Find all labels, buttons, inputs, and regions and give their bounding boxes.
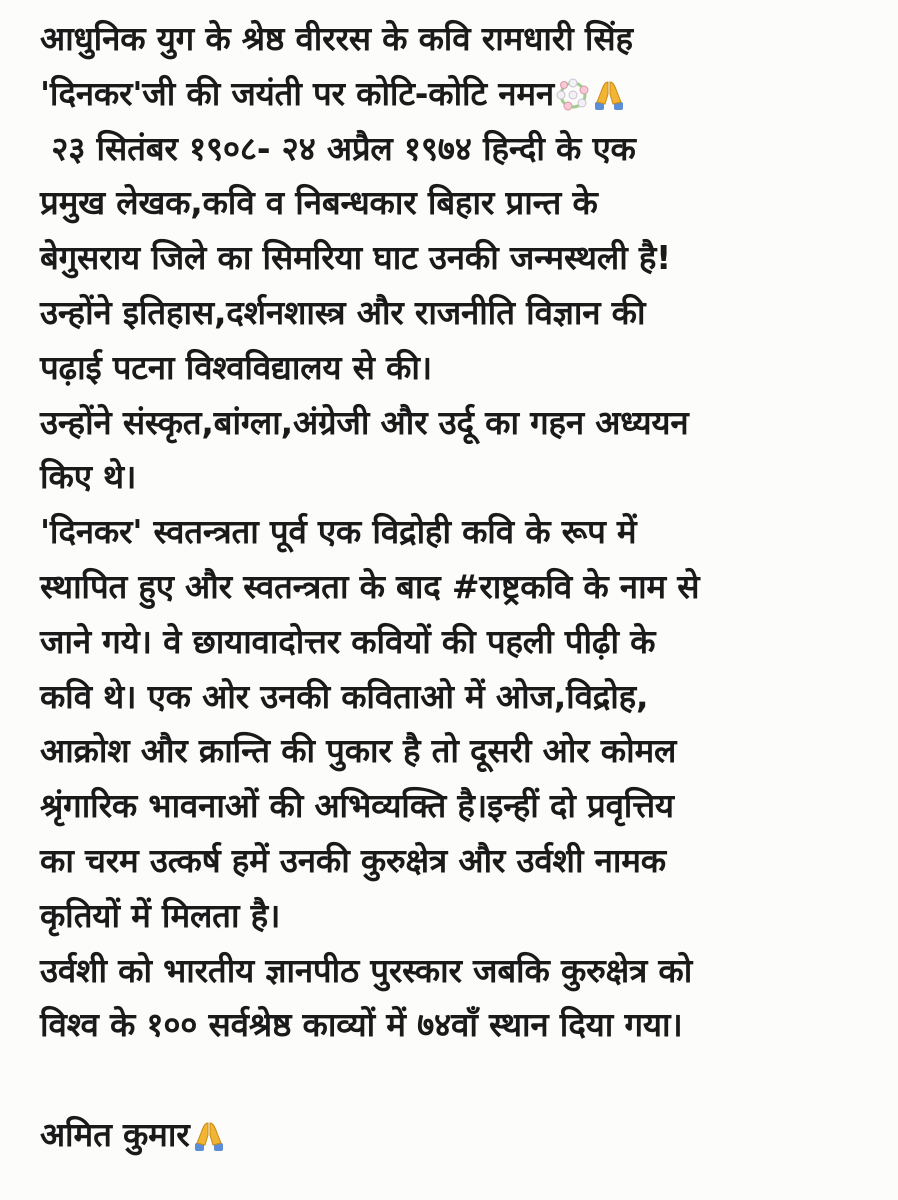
text-line-8: उन्होंने संस्कृत,बांग्ला,अंग्रेजी और उर्दू का गहन अध्ययन xyxy=(40,402,689,442)
text-line-6: उन्होंने इतिहास,दर्शनशास्त्र और राजनीति विज्ञान की xyxy=(40,292,646,332)
text-line-19: विश्व के १०० सर्वश्रेष्ठ काव्यों में ७४वाँ स्थान दिया गया। xyxy=(40,1005,683,1045)
text-line-16: का चरम उत्कर्ष हमें उनकी कुरुक्षेत्र और उर्वशी नामक xyxy=(40,840,666,880)
text-line-13: कवि थे। एक ओर उनकी कविताओ में ओज,विद्रोह, xyxy=(40,676,649,716)
folded-hands-icon xyxy=(192,1119,226,1153)
text-line-1: आधुनिक युग के श्रेष्ठ वीररस के कवि रामधारी सिंह xyxy=(40,19,633,58)
text-line-2 xyxy=(40,67,890,122)
text-line-17: कृतियों में मिलता है। xyxy=(40,895,281,935)
text-line-15: श्रृंगारिक भावनाओं की अभिव्यक्ति है।इन्हीं दो प्रवृत्तिय xyxy=(40,786,674,826)
text-line-7: पढ़ाई पटना विश्वविद्यालय से की। xyxy=(40,347,432,387)
blank-line xyxy=(40,1053,890,1108)
text-line-5: बेगुसराय जिले का सिमरिया घाट उनकी जन्मस्थली है! xyxy=(40,238,671,278)
text-line-9: किए थे। xyxy=(40,457,137,497)
text-line-11: स्थापित हुए और स्वतन्त्रता के बाद #राष्ट्रकवि के नाम से xyxy=(40,566,700,606)
post-text-body xyxy=(40,12,890,1163)
text-line-10: 'दिनकर' स्वतन्त्रता पूर्व एक विद्रोही कवि के रूप में xyxy=(40,512,637,552)
folded-hands-icon xyxy=(592,78,626,112)
signature-line xyxy=(40,1108,890,1163)
text-line-18: उर्वशी को भारतीय ज्ञानपीठ पुरस्कार जबकि कुरुक्षेत्र को xyxy=(40,950,693,990)
flower-garland-icon xyxy=(556,78,590,112)
signature-name: अमित कुमार xyxy=(40,1114,190,1154)
text-line-12: जाने गये। वे छायावादोत्तर कवियों की पहली पीढ़ी के xyxy=(40,621,656,661)
text-line-14: आक्रोश और क्रान्ति की पुकार है तो दूसरी ओर कोमल xyxy=(40,731,677,771)
text-line-4: प्रमुख लेखक,कवि व निबन्धकार बिहार प्रान्त के xyxy=(40,183,598,223)
text-line-2-content: 'दिनकर'जी की जयंती पर कोटि-कोटि नमन xyxy=(40,73,555,113)
text-line-3: २३ सितंबर १९०८- २४ अप्रैल १९७४ हिन्दी के एक xyxy=(40,128,636,168)
